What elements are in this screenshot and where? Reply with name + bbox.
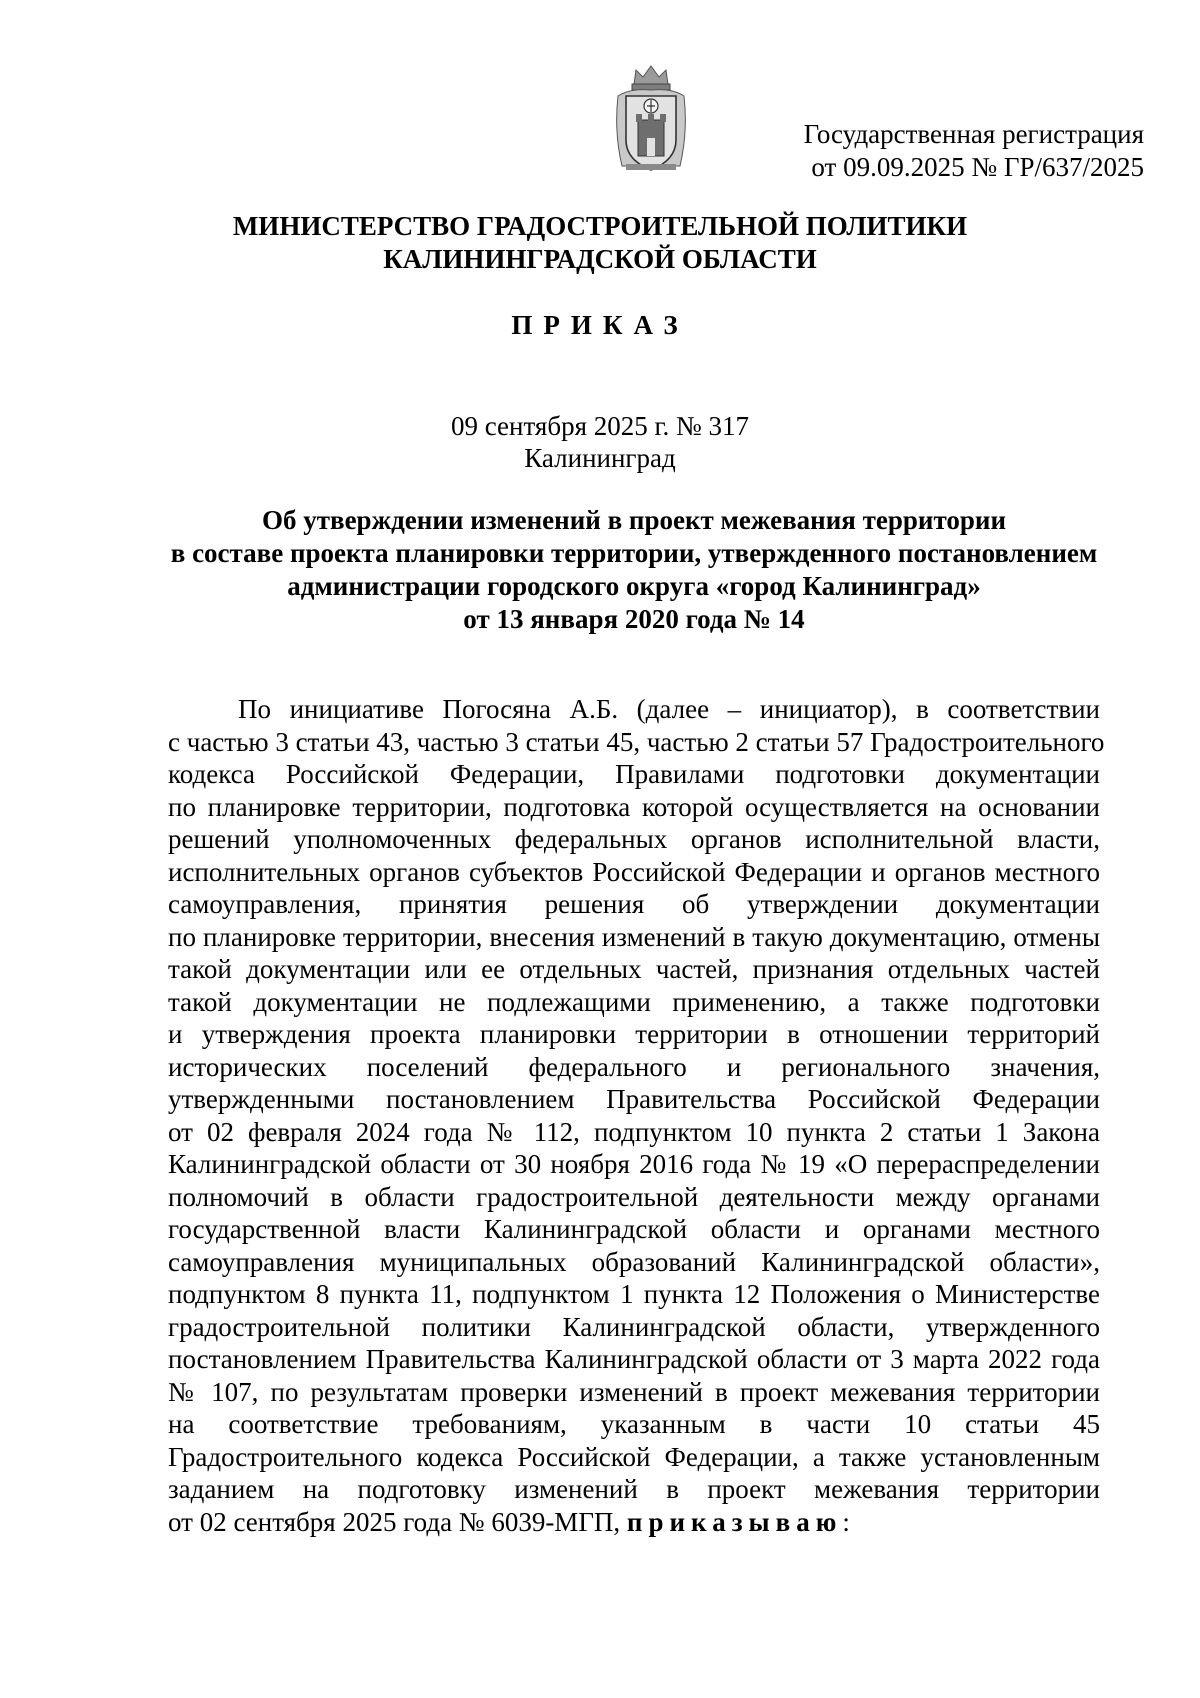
body-line: и утверждения проекта планировки территории в отношении территорий (168, 1019, 1100, 1049)
body-line: утвержденными постановлением Правительства Российской Федерации (168, 1084, 1100, 1114)
body-last-end: : (842, 1506, 850, 1537)
body-line: по планировке территории, подготовка которой осуществляется на основании (168, 791, 1100, 822)
body-line: исполнительных органов субъектов Российской Федерации и органов местного (168, 856, 1100, 887)
body-line: кодекса Российской Федерации, Правилами подготовки документации (168, 759, 1100, 789)
body-line: Градостроительного кодекса Российской Федерации, а также установленным (168, 1441, 1100, 1472)
body-line: постановлением Правительства Калининградской области от 3 марта 2022 года (168, 1344, 1100, 1374)
body-line: решений уполномоченных федеральных органов исполнительной власти, (168, 824, 1100, 854)
registration-number: от 09.09.2025 № ГР/637/2025 (811, 152, 1144, 182)
body-last-text: от 02 сентября 2025 года № 6039-МГП, (168, 1506, 621, 1537)
order-title (168, 504, 1100, 636)
registration-label: Государственная регистрация (803, 119, 1144, 149)
body-line: самоуправления, принятия решения об утверждении документации (168, 889, 1100, 919)
order-body (168, 693, 1105, 1538)
body-line: Калининградской области от 30 ноября 2016 года № 19 «О перераспределении (168, 1149, 1100, 1179)
body-line: государственной власти Калининградской области и органами местного (168, 1214, 1100, 1244)
body-line: на соответствие требованиям, указанным в части 10 статьи 45 (168, 1409, 1100, 1439)
body-line: градостроительной политики Калининградской области, утвержденного (168, 1311, 1100, 1342)
title-line: от 13 января 2020 года № 14 (463, 604, 805, 634)
coat-of-arms-icon (612, 62, 690, 176)
order-verb: приказываю (626, 1506, 843, 1537)
body-line: подпунктом 8 пункта 11, подпунктом 1 пункта 12 Положения о Министерстве (168, 1279, 1100, 1309)
ministry-line-1: МИНИСТЕРСТВО ГРАДОСТРОИТЕЛЬНОЙ ПОЛИТИКИ (232, 211, 968, 241)
title-line: администрации городского округа «город Калининград» (287, 571, 981, 601)
body-line: такой документации не подлежащими применению, а также подготовки (168, 986, 1100, 1017)
body-last-line (168, 1506, 1100, 1539)
title-line: в составе проекта планировки территории, утвержденного постановлением (170, 538, 1098, 568)
order-city: Калининград (524, 443, 676, 473)
document-type: ПРИКАЗ (511, 310, 689, 340)
body-line: такой документации или ее отдельных частей, признания отдельных частей (168, 954, 1100, 984)
body-line: заданием на подготовку изменений в проект межевания территории (168, 1474, 1100, 1504)
body-line: от 02 февраля 2024 года № 112, подпунктом 10 пункта 2 статьи 1 Закона (168, 1116, 1100, 1147)
order-date-number: 09 сентября 2025 г. № 317 (450, 411, 750, 441)
body-line: самоуправления муниципальных образований Калининградской области», (168, 1246, 1100, 1277)
body-line: По инициативе Погосяна А.Б. (далее – инициатор), в соответствии (238, 694, 1100, 724)
title-line: Об утверждении изменений в проект межевания территории (261, 505, 1007, 535)
body-line: по планировке территории, внесения изменений в такую документацию, отмены (168, 921, 1100, 952)
body-line: исторических поселений федерального и регионального значения, (168, 1051, 1100, 1082)
body-line: с частью 3 статьи 43, частью 3 статьи 45, частью 2 статьи 57 Градостроительного (168, 726, 1105, 757)
body-line: полномочий в области градостроительной деятельности между органами (168, 1181, 1100, 1212)
ministry-name (0, 210, 1200, 276)
ministry-line-2: КАЛИНИНГРАДСКОЙ ОБЛАСТИ (383, 244, 817, 274)
state-registration (804, 118, 1144, 184)
body-line: № 107, по результатам проверки изменений в проект межевания территории (168, 1376, 1100, 1407)
date-and-place (0, 410, 1200, 474)
